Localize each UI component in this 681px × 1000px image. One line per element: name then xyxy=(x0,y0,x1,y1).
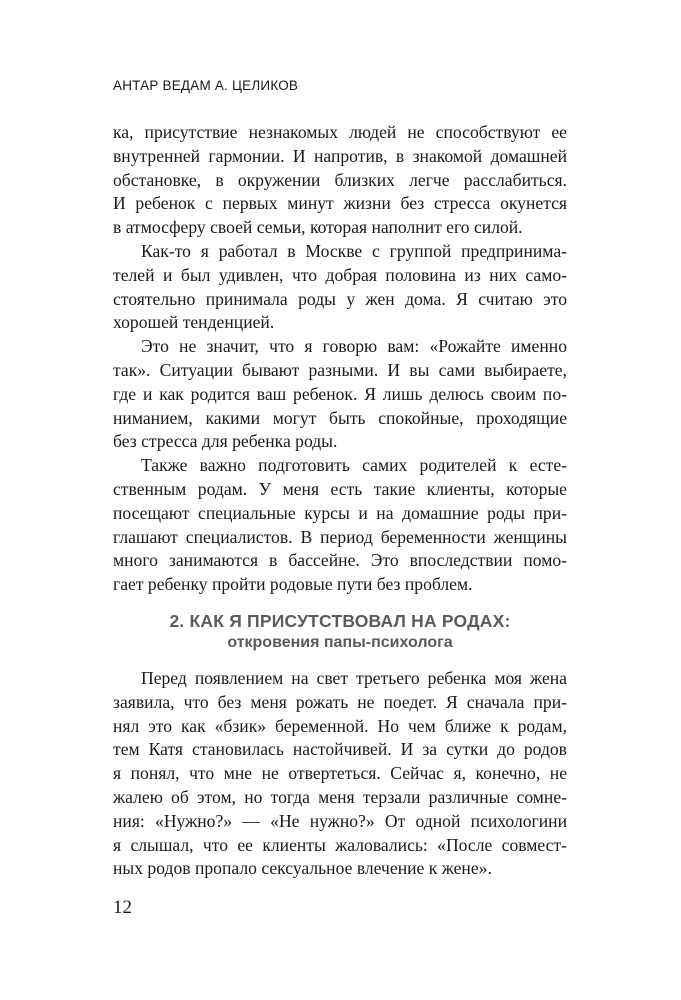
text-line: ка, присутствие незнакомых людей не способствуют ее xyxy=(113,122,567,142)
text-line: гает ребенку пройти родовые пути без проблем. xyxy=(113,574,473,595)
text-line: заявила, что без меня рожать не поедет. Я сначала при- xyxy=(113,691,567,712)
text-line: ственным родам. У меня есть такие клиенты, которые xyxy=(113,478,567,499)
text-line: Перед появлением на свет третьего ребенка моя жена xyxy=(141,668,567,688)
text-line: хорошей тенденцией. xyxy=(113,312,275,333)
running-header: АНТАР ВЕДАМ А. ЦЕЛИКОВ xyxy=(113,78,299,93)
text-line: посещают специальные курсы и на домашние роды при- xyxy=(113,502,567,523)
text-line: нял это как «бзик» беременной. Но чем ближе к родам, xyxy=(113,715,567,736)
text-line: где и как родится ваш ребенок. Я лишь делюсь своим по- xyxy=(113,383,567,404)
text-line: Это не значит, что я говорю вам: «Рожайте именно xyxy=(141,336,567,357)
text-line: Также важно подготовить самих родителей к есте- xyxy=(141,455,567,476)
body-text-after-section xyxy=(113,667,567,881)
text-line: я понял, что мне не отвертеться. Сейчас я, конечно, не xyxy=(113,763,567,784)
section-heading xyxy=(113,610,567,653)
text-line: так». Ситуации бывают разными. И вы сами выбираете, xyxy=(113,359,567,380)
text-line: внутренней гармонии. И напротив, в знакомой домашней xyxy=(113,145,567,166)
text-line: тем Катя становилась настойчивей. И за сутки до родов xyxy=(113,739,567,760)
text-line: ниманием, какими могут быть спокойные, проходящие xyxy=(113,407,567,428)
text-line: в атмосферу своей семьи, которая наполнит его силой. xyxy=(113,217,523,238)
text-line: телей и был удивлен, что добрая половина из них само- xyxy=(113,264,567,285)
text-line: обстановке, в окружении близких легче расслабиться. xyxy=(113,169,567,190)
text-line: глашают специалистов. В период беременности женщины xyxy=(113,526,567,547)
text-line: жалею об этом, но тогда меня терзали различные сомне- xyxy=(113,786,567,807)
text-line: я слышал, что ее клиенты жаловались: «После совмест- xyxy=(113,834,567,855)
text-line: много занимаются в бассейне. Это впоследствии помо- xyxy=(113,550,567,571)
text-line: ния: «Нужно?» — «Не нужно?» От одной психологини xyxy=(113,810,567,831)
text-line: ных родов пропало сексуальное влечение к жене». xyxy=(113,858,492,879)
text-line: без стресса для ребенка роды. xyxy=(113,431,338,452)
page-number: 12 xyxy=(113,897,132,918)
text-line: И ребенок с первых минут жизни без стресса окунется xyxy=(113,193,567,214)
section-title: 2. КАК Я ПРИСУТСТВОВАЛ НА РОДАХ: xyxy=(169,611,511,631)
text-line: Как-то я работал в Москве с группой предпринима- xyxy=(141,240,567,261)
body-text-before-section xyxy=(113,121,567,597)
text-line: стоятельно принимала роды у жен дома. Я считаю это xyxy=(113,288,567,309)
section-subtitle: откровения папы-психолога xyxy=(227,634,453,651)
